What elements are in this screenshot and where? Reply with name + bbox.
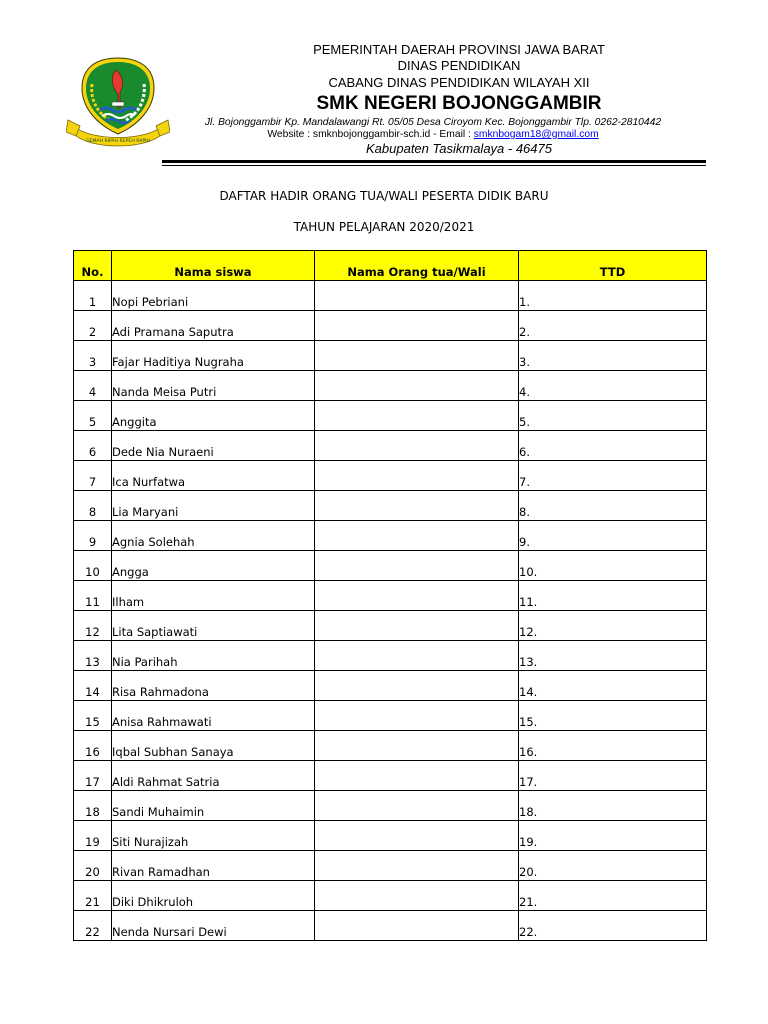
student-name: Angga: [112, 551, 315, 581]
signature-field[interactable]: 9.: [519, 521, 707, 551]
table-row: [74, 881, 707, 911]
student-name: Nenda Nursari Dewi: [112, 911, 315, 941]
student-name: Nanda Meisa Putri: [112, 371, 315, 401]
signature-field[interactable]: 20.: [519, 851, 707, 881]
school-name: SMK NEGERI BOJONGGAMBIR: [316, 93, 602, 114]
parent-name-field[interactable]: [315, 881, 519, 911]
student-name: Aldi Rahmat Satria: [112, 761, 315, 791]
table-row: [74, 341, 707, 371]
student-name: Nia Parihah: [112, 641, 315, 671]
row-number: 14: [74, 671, 112, 701]
row-number: 15: [74, 701, 112, 731]
parent-name-field[interactable]: [315, 281, 519, 311]
letterhead-government: PEMERINTAH DAERAH PROVINSI JAWA BARAT: [313, 42, 605, 57]
table-row: [74, 551, 707, 581]
table-row: [74, 761, 707, 791]
letterhead-rule-thin: [162, 165, 706, 166]
parent-name-field[interactable]: [315, 371, 519, 401]
signature-field[interactable]: 12.: [519, 611, 707, 641]
school-city: Kabupaten Tasikmalaya - 46475: [366, 141, 552, 156]
row-number: 4: [74, 371, 112, 401]
row-number: 22: [74, 911, 112, 941]
row-number: 9: [74, 521, 112, 551]
signature-field[interactable]: 6.: [519, 431, 707, 461]
row-number: 13: [74, 641, 112, 671]
student-name: Nopi Pebriani: [112, 281, 315, 311]
parent-name-field[interactable]: [315, 491, 519, 521]
student-name: Siti Nurajizah: [112, 821, 315, 851]
table-row: [74, 431, 707, 461]
logo-motto: GEMAH RIPAH REPEH RAPIH: [86, 139, 150, 144]
row-number: 21: [74, 881, 112, 911]
col-header-signature: TTD: [519, 251, 707, 281]
parent-name-field[interactable]: [315, 521, 519, 551]
row-number: 17: [74, 761, 112, 791]
parent-name-field[interactable]: [315, 641, 519, 671]
table-row: [74, 791, 707, 821]
table-row: [74, 581, 707, 611]
row-number: 3: [74, 341, 112, 371]
student-name: Sandi Muhaimin: [112, 791, 315, 821]
signature-field[interactable]: 15.: [519, 701, 707, 731]
student-name: Diki Dhikruloh: [112, 881, 315, 911]
parent-name-field[interactable]: [315, 401, 519, 431]
signature-field[interactable]: 18.: [519, 791, 707, 821]
parent-name-field[interactable]: [315, 701, 519, 731]
parent-name-field[interactable]: [315, 911, 519, 941]
row-number: 10: [74, 551, 112, 581]
signature-field[interactable]: 5.: [519, 401, 707, 431]
student-name: Anggita: [112, 401, 315, 431]
parent-name-field[interactable]: [315, 311, 519, 341]
table-row: [74, 281, 707, 311]
table-row: [74, 821, 707, 851]
parent-name-field[interactable]: [315, 791, 519, 821]
school-address: Jl. Bojonggambir Kp. Mandalawangi Rt. 05/05 Desa Ciroyom Kec. Bojonggambir Tlp. 0262-2810442: [204, 117, 662, 128]
signature-field[interactable]: 2.: [519, 311, 707, 341]
signature-field[interactable]: 4.: [519, 371, 707, 401]
letterhead-rule-thick: [162, 160, 706, 163]
document-title: DAFTAR HADIR ORANG TUA/WALI PESERTA DIDIK BARU: [219, 189, 549, 203]
row-number: 6: [74, 431, 112, 461]
signature-field[interactable]: 10.: [519, 551, 707, 581]
table-row: [74, 701, 707, 731]
signature-field[interactable]: 11.: [519, 581, 707, 611]
table-row: [74, 611, 707, 641]
parent-name-field[interactable]: [315, 611, 519, 641]
col-header-no: No.: [74, 251, 112, 281]
row-number: 19: [74, 821, 112, 851]
student-name: Lita Saptiawati: [112, 611, 315, 641]
parent-name-field[interactable]: [315, 731, 519, 761]
parent-name-field[interactable]: [315, 761, 519, 791]
parent-name-field[interactable]: [315, 581, 519, 611]
parent-name-field[interactable]: [315, 551, 519, 581]
parent-name-field[interactable]: [315, 431, 519, 461]
signature-field[interactable]: 8.: [519, 491, 707, 521]
row-number: 8: [74, 491, 112, 521]
parent-name-field[interactable]: [315, 851, 519, 881]
row-number: 1: [74, 281, 112, 311]
signature-field[interactable]: 16.: [519, 731, 707, 761]
table-row: [74, 371, 707, 401]
table-row: [74, 671, 707, 701]
academic-year: TAHUN PELAJARAN 2020/2021: [293, 220, 475, 234]
signature-field[interactable]: 1.: [519, 281, 707, 311]
col-header-student-name: Nama siswa: [112, 251, 315, 281]
col-header-parent-name: Nama Orang tua/Wali: [315, 251, 519, 281]
parent-name-field[interactable]: [315, 821, 519, 851]
row-number: 7: [74, 461, 112, 491]
row-number: 12: [74, 611, 112, 641]
table-row: [74, 401, 707, 431]
website-text: Website : smknbojonggambir-sch.id - Email :: [267, 129, 474, 140]
student-name: Iqbal Subhan Sanaya: [112, 731, 315, 761]
table-row: [74, 491, 707, 521]
row-number: 18: [74, 791, 112, 821]
parent-name-field[interactable]: [315, 341, 519, 371]
student-name: Fajar Haditiya Nugraha: [112, 341, 315, 371]
row-number: 5: [74, 401, 112, 431]
table-row: [74, 461, 707, 491]
letterhead-department: DINAS PENDIDIKAN: [397, 58, 521, 73]
table-row: [74, 641, 707, 671]
signature-field[interactable]: 21.: [519, 881, 707, 911]
student-name: Ilham: [112, 581, 315, 611]
signature-field[interactable]: 19.: [519, 821, 707, 851]
email-link[interactable]: smknbogam18@gmail.com: [473, 129, 599, 140]
student-name: Risa Rahmadona: [112, 671, 315, 701]
signature-field[interactable]: 17.: [519, 761, 707, 791]
table-row: [74, 911, 707, 941]
signature-field[interactable]: 22.: [519, 911, 707, 941]
student-name: Ica Nurfatwa: [112, 461, 315, 491]
table-header-row: [74, 251, 707, 281]
signature-field[interactable]: 7.: [519, 461, 707, 491]
row-number: 16: [74, 731, 112, 761]
signature-field[interactable]: 13.: [519, 641, 707, 671]
letterhead-branch: CABANG DINAS PENDIDIKAN WILAYAH XII: [328, 75, 590, 90]
row-number: 11: [74, 581, 112, 611]
table-row: [74, 521, 707, 551]
row-number: 2: [74, 311, 112, 341]
table-row: [74, 851, 707, 881]
school-contact: [168, 128, 698, 141]
student-name: Anisa Rahmawati: [112, 701, 315, 731]
parent-name-field[interactable]: [315, 671, 519, 701]
student-name: Agnia Solehah: [112, 521, 315, 551]
attendance-table: [73, 250, 707, 941]
table-row: [74, 311, 707, 341]
parent-name-field[interactable]: [315, 461, 519, 491]
student-name: Rivan Ramadhan: [112, 851, 315, 881]
student-name: Adi Pramana Saputra: [112, 311, 315, 341]
signature-field[interactable]: 14.: [519, 671, 707, 701]
row-number: 20: [74, 851, 112, 881]
table-row: [74, 731, 707, 761]
student-name: Lia Maryani: [112, 491, 315, 521]
student-name: Dede Nia Nuraeni: [112, 431, 315, 461]
signature-field[interactable]: 3.: [519, 341, 707, 371]
